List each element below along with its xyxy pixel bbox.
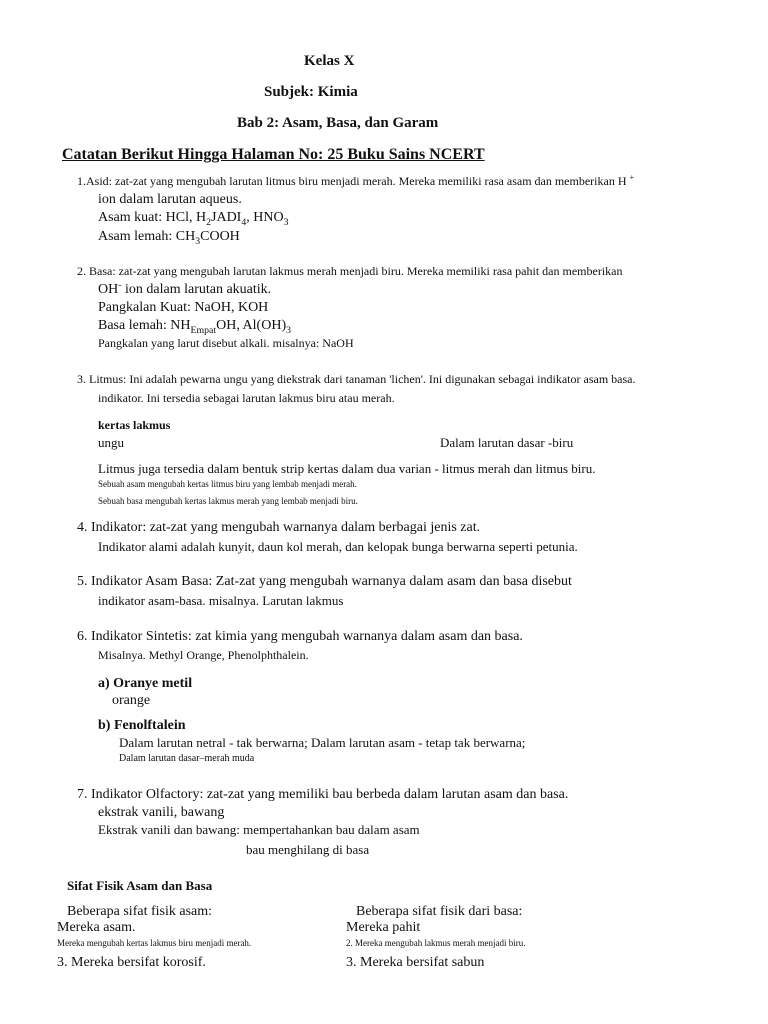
item-1-definition	[77, 175, 634, 189]
strong-acids-b: JADI	[211, 210, 242, 225]
strong-acids-sub2: 4	[241, 216, 247, 228]
weak-acids-a: Asam lemah: CH	[98, 229, 196, 244]
acid-property-2: Mereka mengubah kertas lakmus biru menjadi merah.	[57, 938, 252, 948]
strong-acids-sub3: 3	[283, 216, 289, 228]
acid-properties-heading: Beberapa sifat fisik asam:	[67, 904, 213, 919]
phenolphthalein-heading: b) Fenolftalein	[98, 718, 186, 733]
hydroxide-line	[98, 279, 272, 298]
phenolphthalein-text: Dalam larutan netral - tak berwarna; Dalam larutan asam - tetap tak berwarna;	[119, 735, 526, 750]
base-litmus-note: Sebuah basa mengubah kertas lakmus merah yang lembab menjadi biru.	[98, 496, 358, 506]
weak-bases-a: Basa lemah: NH	[98, 318, 191, 333]
weak-bases-sub2: 3	[286, 324, 292, 336]
base-property-1: Mereka pahit	[346, 920, 421, 935]
strong-acids-sub1: 2	[206, 216, 212, 228]
item-1-text: 1.Asid: zat-zat yang mengubah larutan litmus biru menjadi merah. Mereka memiliki rasa asam dan memberikan H	[77, 174, 627, 188]
chapter-title: Bab 2: Asam, Basa, dan Garam	[237, 115, 439, 131]
weak-acids-sub: 3	[195, 235, 201, 247]
subject-label: Subjek: Kimia	[264, 84, 358, 100]
alkali-note: Pangkalan yang larut disebut alkali. misalnya: NaOH	[98, 336, 354, 350]
methyl-orange-text: orange	[112, 693, 151, 708]
weak-acids-b: COOH	[200, 229, 240, 244]
methyl-orange-heading: a) Oranye metil	[98, 676, 193, 691]
notes-title: Catatan Berikut Hingga Halaman No: 25 Buku Sains NCERT	[62, 146, 485, 163]
strong-acids-c: , HNO	[246, 210, 284, 225]
weak-bases-sub: Empat	[190, 324, 217, 336]
natural-indicators: Indikator alami adalah kunyit, daun kol merah, dan kelopak bunga berwarna seperti petunia.	[98, 539, 578, 554]
phenolphthalein-base-note: Dalam larutan dasar–merah muda	[119, 753, 255, 764]
strong-acids-a: Asam kuat: HCl, H	[98, 210, 207, 225]
item-3-line2: indikator. Ini tersedia sebagai larutan lakmus biru atau merah.	[98, 391, 395, 405]
item-2-definition: 2. Basa: zat-zat yang mengubah larutan lakmus merah menjadi biru. Mereka memiliki rasa pahit dan memberikan	[77, 264, 623, 278]
hydroxide-charge: -	[118, 279, 122, 291]
item-3-definition: 3. Litmus: Ini adalah pewarna ungu yang diekstrak dari tanaman 'lichen'. Ini digunakan sebagai indikator asam basa.	[77, 372, 636, 386]
acid-litmus-note: Sebuah asam mengubah kertas litmus biru yang lembab menjadi merah.	[98, 479, 357, 489]
litmus-color-left: ungu	[98, 435, 124, 450]
strong-acids	[98, 210, 289, 226]
base-property-3: 3. Mereka bersifat sabun	[346, 955, 485, 970]
item-4-definition: 4. Indikator: zat-zat yang mengubah warnanya dalam berbagai jenis zat.	[77, 520, 481, 535]
litmus-color-right: Dalam larutan dasar -biru	[440, 435, 574, 450]
item-7-line3: Ekstrak vanili dan bawang: mempertahankan bau dalam asam	[98, 822, 420, 837]
base-property-2: 2. Mereka mengubah lakmus merah menjadi biru.	[346, 938, 526, 948]
acid-property-3: 3. Mereka bersifat korosif.	[57, 955, 206, 970]
base-properties-heading: Beberapa sifat fisik dari basa:	[356, 904, 523, 919]
weak-acids	[98, 229, 240, 245]
hydroxide-ion: OH	[98, 282, 119, 297]
item-5-line2: indikator asam-basa. misalnya. Larutan lakmus	[98, 593, 344, 608]
weak-bases-b: OH, Al(OH)	[216, 318, 287, 333]
litmus-strip-note: Litmus juga tersedia dalam bentuk strip kertas dalam dua varian - litmus merah dan litmus biru.	[98, 461, 596, 476]
physical-properties-heading: Sifat Fisik Asam dan Basa	[67, 878, 213, 893]
item-7-line4: bau menghilang di basa	[246, 842, 370, 857]
strong-bases: Pangkalan Kuat: NaOH, KOH	[98, 300, 269, 315]
item-5-definition: 5. Indikator Asam Basa: Zat-zat yang mengubah warnanya dalam asam dan basa disebut	[77, 574, 572, 589]
litmus-paper-heading: kertas lakmus	[98, 418, 171, 432]
weak-bases	[98, 318, 291, 334]
item-1-line2: ion dalam larutan aqueus.	[98, 192, 242, 207]
acid-property-1: Mereka asam.	[57, 920, 136, 935]
item-7-definition: 7. Indikator Olfactory: zat-zat yang memiliki bau berbeda dalam larutan asam dan basa.	[77, 787, 569, 802]
item-7-line2: ekstrak vanili, bawang	[98, 805, 225, 820]
class-label: Kelas X	[304, 53, 355, 69]
hydroxide-rest: ion dalam larutan akuatik.	[121, 282, 272, 297]
item-6-definition: 6. Indikator Sintetis: zat kimia yang mengubah warnanya dalam asam dan basa.	[77, 629, 523, 644]
item-6-line2: Misalnya. Methyl Orange, Phenolphthalein.	[98, 648, 309, 662]
hydrogen-ion-charge: +	[629, 173, 635, 182]
